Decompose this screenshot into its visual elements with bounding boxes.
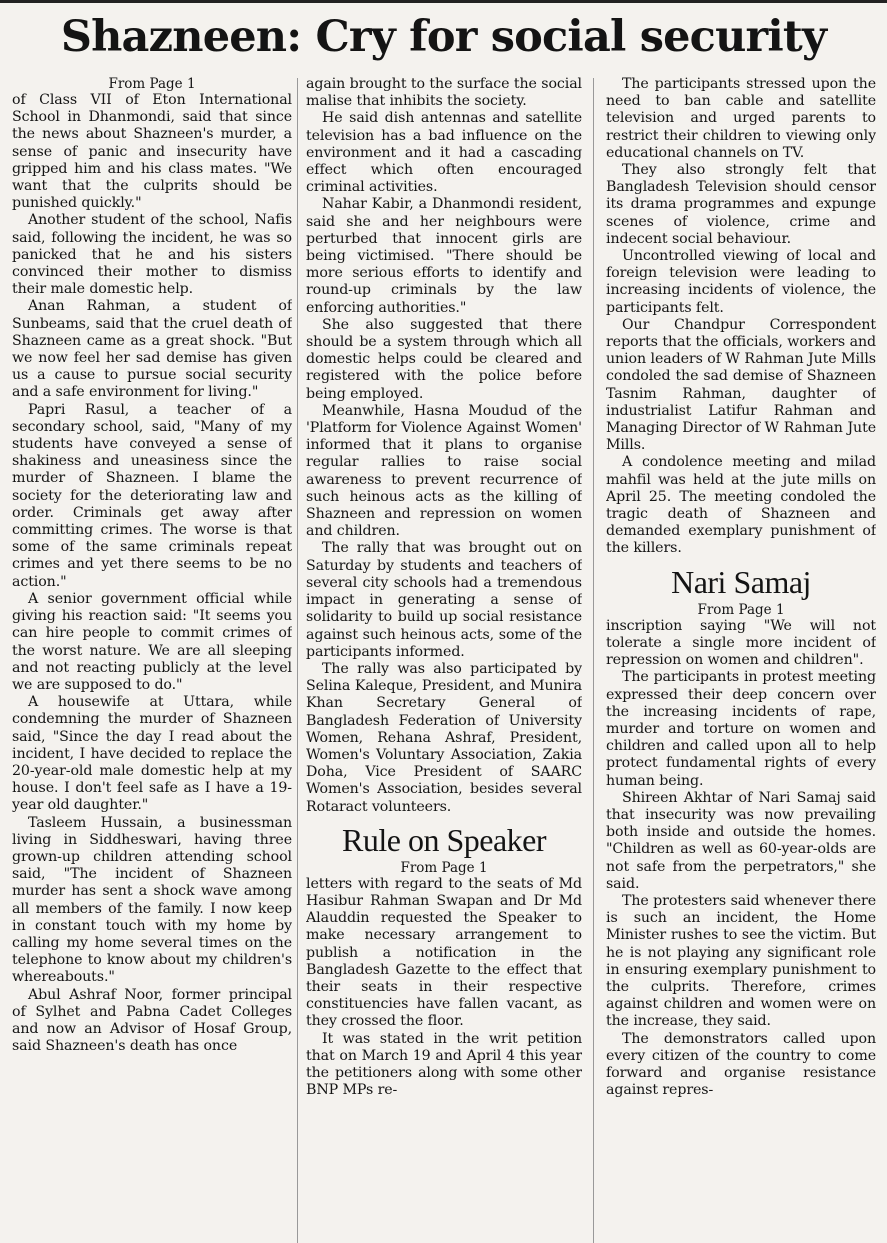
paragraph: Shireen Akhtar of Nari Samaj said that insecurity was now prevailing both inside and outside the homes. "Children as well as 60-year-olds are not safe from the perpetrators," she said. [606, 789, 876, 892]
column-divider [593, 78, 594, 1243]
paragraph: Another student of the school, Nafis said, following the incident, he was so panicked that he and his sisters convinced their mother to dismiss their male domestic help. [12, 212, 292, 298]
paragraph: They also strongly felt that Bangladesh Television should censor its drama programmes and expunge scenes of violence, crime and indecent social behaviour. [606, 162, 876, 247]
column-divider [297, 78, 298, 1243]
paragraph: letters with regard to the seats of Md Hasibur Rahman Swapan and Dr Md Alauddin requested the Speaker to make necessary arrangement to publish a notification in the Bangladesh Gazette to the effect that their seats in their respective constituencies have fallen vacant, as they crossed the floor. [306, 875, 582, 1030]
paragraph: The rally that was brought out on Saturday by students and teachers of several city schools had a tremendous impact in generating a sense of solidarity to build up social resistance against such heinous acts, some of the participants informed. [306, 540, 582, 660]
from-page-label: From Page 1 [697, 601, 785, 618]
paragraph: Uncontrolled viewing of local and foreign television were leading to increasing incidents of violence, the participants felt. [606, 248, 876, 316]
paragraph: Papri Rasul, a teacher of a secondary school, said, "Many of my students have conveyed a sense of shakiness and uneasiness since the murder of Shazneen. I blame the society for the deteriorating law and order. Criminals get away after committing crimes. The worse is that some of the same criminals repeat crimes and yet there seems to be no action." [12, 401, 292, 590]
paragraph: A condolence meeting and milad mahfil was held at the jute mills on April 25. The meeting condoled the tragic death of Shazneen and demanded exemplary punishment of the killers. [606, 454, 876, 557]
column-2 [306, 76, 582, 1243]
paragraph: A housewife at Uttara, while condemning the murder of Shazneen said, "Since the day I read about the incident, I have decided to replace the 20-year-old male domestic help at my house. I don't feel safe as I have a 19-year old daughter." [12, 694, 292, 814]
rule-on-speaker-heading: Rule on Speaker [342, 821, 546, 858]
paragraph: Tasleem Hussain, a businessman living in Siddheswari, having three grown-up children attending school said, "The incident of Shazneen murder has sent a shock wave among all members of the family. I now keep in constant touch with my home by calling my home several times on the telephone to know about my children's whereabouts." [12, 814, 292, 986]
paragraph: The participants in protest meeting expressed their deep concern over the increasing incidents of rape, murder and torture on women and children and called upon all to help protect fundamental rights of every human being. [606, 669, 876, 789]
paragraph: It was stated in the writ petition that on March 19 and April 4 this year the petitioners along with some other BNP MPs re- [306, 1030, 582, 1099]
top-rule [0, 0, 887, 3]
column-3 [606, 76, 876, 1243]
nari-samaj-heading: Nari Samaj [671, 563, 811, 600]
paragraph: of Class VII of Eton International School in Dhanmondi, said that since the news about Shazneen's murder, a sense of panic and insecurity have gripped him and his class mates. "We want that the culprits should be punished quickly." [12, 92, 292, 212]
paragraph: She also suggested that there should be a system through which all domestic helps could be cleared and registered with the police before being employed. [306, 316, 582, 402]
paragraph: Our Chandpur Correspondent reports that the officials, workers and union leaders of W Rahman Jute Mills condoled the sad demise of Shazneen Tasnim Rahman, daughter of industrialist Latifur Rahman and Managing Director of W Rahman Jute Mills. [606, 316, 876, 454]
paragraph: The rally was also participated by Selina Kaleque, President, and Munira Khan Secretary General of Bangladesh Federation of University Women, Rehana Ashraf, President, Women's Voluntary Association, Zakia Doha, Vice President of SAARC Women's Association, besides several Rotaract volunteers. [306, 660, 582, 815]
from-page-label: From Page 1 [108, 76, 196, 92]
paragraph: Meanwhile, Hasna Moudud of the 'Platform for Violence Against Women' informed that it plans to organise regular rallies to raise social awareness to prevent recurrence of such heinous acts as the killing of Shazneen and repression on women and children. [306, 402, 582, 540]
paragraph: The protesters said whenever there is such an incident, the Home Minister rushes to see the victim. But he is not playing any significant role in ensuring exemplary punishment to the culprits. Therefore, crimes against children and women were on the increase, they said. [606, 892, 876, 1030]
paragraph: Nahar Kabir, a Dhanmondi resident, said she and her neighbours were perturbed that innocent girls are being victimised. "There should be more serious efforts to identify and round-up criminals by the law enforcing authorities." [306, 196, 582, 316]
paragraph: He said dish antennas and satellite television has a bad influence on the environment and it had a cascading effect which often encouraged criminal activities. [306, 110, 582, 196]
paragraph: again brought to the surface the social malise that inhibits the society. [306, 76, 582, 110]
paragraph: The participants stressed upon the need to ban cable and satellite television and urged parents to restrict their children to viewing only educational channels on TV. [606, 76, 876, 161]
headline: Shazneen: Cry for social security [60, 12, 827, 62]
column-1 [12, 76, 292, 1243]
paragraph: Abul Ashraf Noor, former principal of Sylhet and Pabna Cadet Colleges and now an Advisor of Hosaf Group, said Shazneen's death has once [12, 986, 292, 1055]
paragraph: Anan Rahman, a student of Sunbeams, said that the cruel death of Shazneen came as a great shock. "But we now feel her sad demise has given us a cause to pursue social security and a safe environment for living." [12, 298, 292, 401]
from-page-label: From Page 1 [400, 859, 488, 876]
paragraph: inscription saying "We will not tolerate a single more incident of repression on women and children". [606, 617, 876, 669]
paragraph: The demonstrators called upon every citizen of the country to come forward and organise resistance against repres- [606, 1030, 876, 1099]
paragraph: A senior government official while giving his reaction said: "It seems you can hire people to commit crimes of the worst nature. We are all sleeping and not reacting publicly at the level we are supposed to do." [12, 590, 292, 693]
